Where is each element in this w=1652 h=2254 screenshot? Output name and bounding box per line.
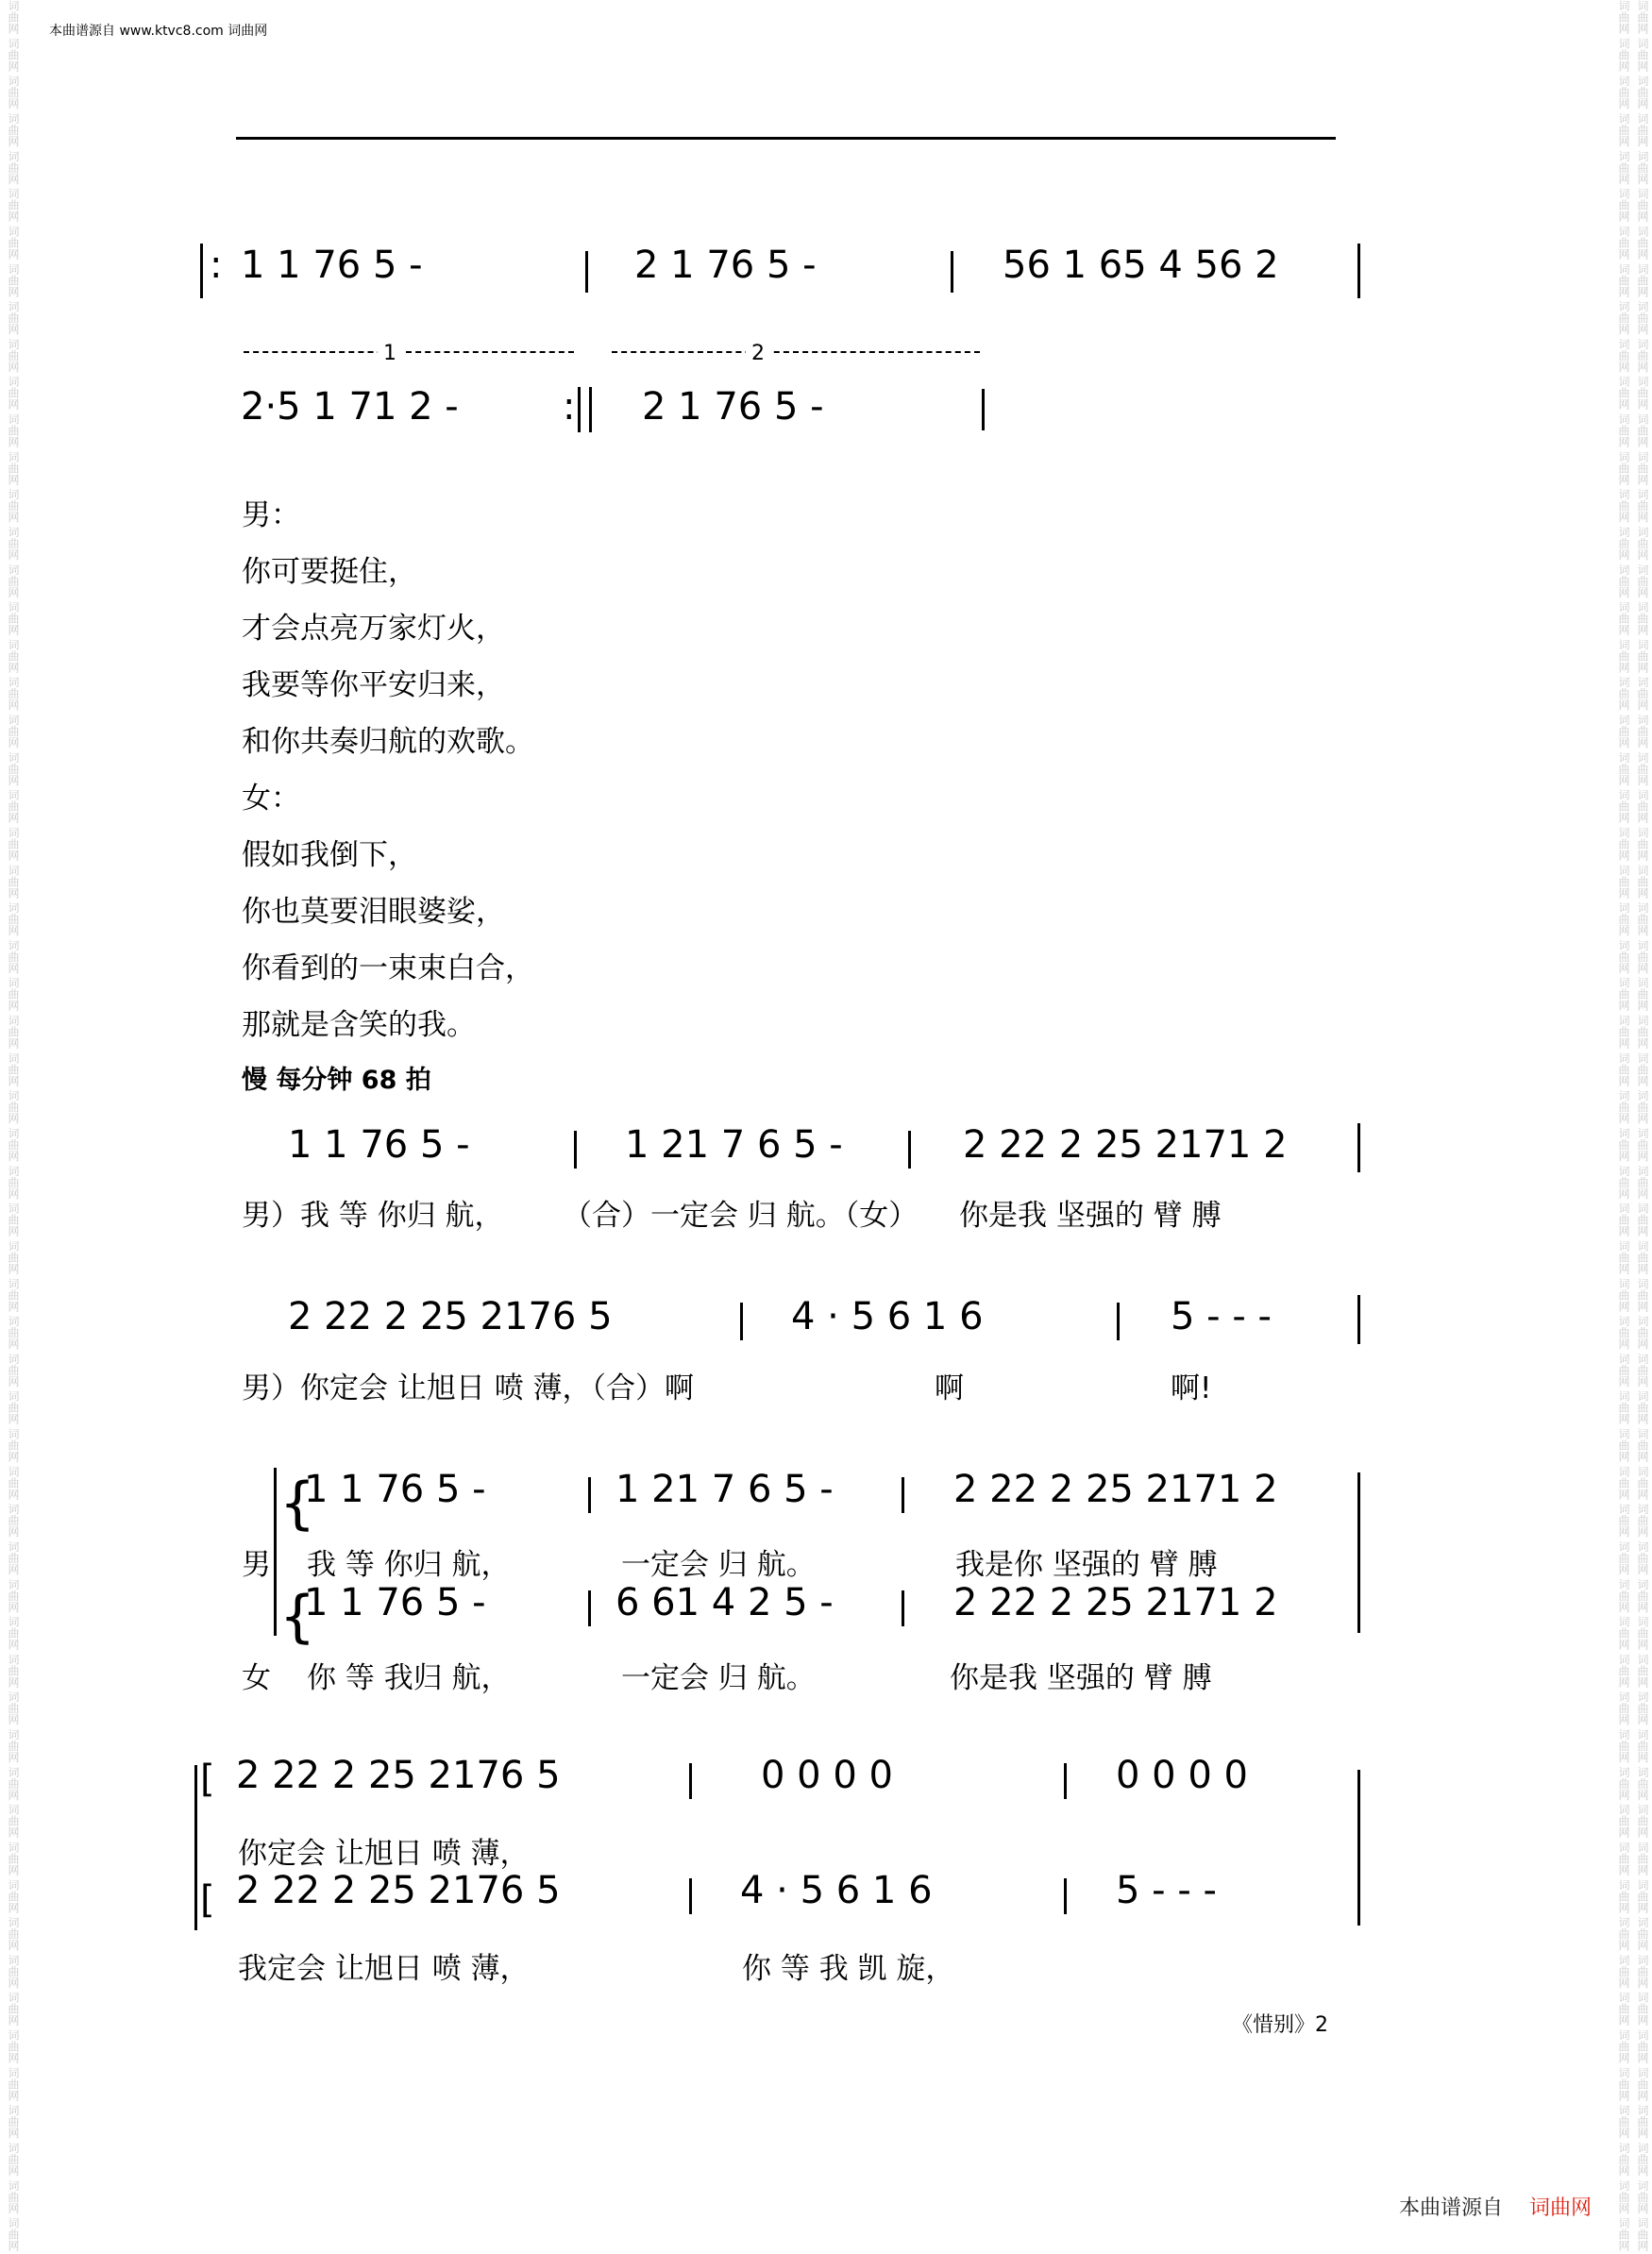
- barline: [908, 1131, 911, 1169]
- left-edge-watermark: 词曲网 词曲网 词曲网 词曲网 词曲网 词曲网 词曲网 词曲网 词曲网 词曲网 词曲网 词曲网 词曲网 词曲网 词曲网 词曲网 词曲网 词曲网 词曲网 词曲网 词曲网 词曲网 词曲网 词曲网 词曲网 词曲网 词曲网 词曲网 词曲网 词曲网 词曲网 词曲网 词曲网 词曲网 词曲网 词曲网 词曲网 词曲网 词曲网 词曲网 词曲网 词曲网 词曲网 词曲网 词曲网 词曲网 词曲网 词曲网 词曲网 词曲网 词曲网 词曲网 词曲网 词曲网 词曲网 词曲网 词曲网 词曲网 词曲网 词曲网: [7, 0, 20, 2252]
- barline: [1357, 1472, 1360, 1633]
- barline: [1357, 1123, 1360, 1172]
- ending-bracket-1: [244, 351, 574, 353]
- ending-1-label: 1: [378, 342, 402, 365]
- barline: [588, 1477, 591, 1513]
- bracket-top: [: [200, 1758, 215, 1801]
- barline: [951, 251, 953, 293]
- ending-2-label: 2: [746, 342, 770, 365]
- measure: 2 22 2 25 2171 2: [953, 1468, 1278, 1511]
- measure: 1 1 76 5 -: [241, 244, 423, 287]
- page-number: 《惜别》2: [1232, 2013, 1328, 2037]
- barline: [740, 1303, 743, 1340]
- measure: 2 22 2 25 2171 2: [953, 1581, 1278, 1624]
- lyric: （合）一定会 归 航。（女）: [563, 1199, 919, 1233]
- header-source: 本曲谱源自 www.ktvc8.com 词曲网: [49, 24, 268, 39]
- brace: {: [279, 1471, 316, 1537]
- measure: 5 - - -: [1171, 1295, 1272, 1338]
- lyric: 你定会 让旭日 喷 薄，: [238, 1837, 530, 1871]
- measure: 2 1 76 5 -: [642, 385, 824, 429]
- right-edge-watermark: 词曲网 词曲网 词曲网 词曲网 词曲网 词曲网 词曲网 词曲网 词曲网 词曲网 词曲网 词曲网 词曲网 词曲网 词曲网 词曲网 词曲网 词曲网 词曲网 词曲网 词曲网 词曲网 词曲网 词曲网 词曲网 词曲网 词曲网 词曲网 词曲网 词曲网 词曲网 词曲网 词曲网 词曲网 词曲网 词曲网 词曲网 词曲网 词曲网 词曲网 词曲网 词曲网 词曲网 词曲网 词曲网 词曲网 词曲网 词曲网 词曲网 词曲网 词曲网 词曲网 词曲网 词曲网 词曲网 词曲网 词曲网 词曲网 词曲网 词曲网 词曲网 词曲网 词曲网 词曲网 词曲网 词曲网 词曲网 词曲网 词曲网 词曲网 词曲网 词曲网 词曲网 词曲网 词曲网 词曲网 词曲网 词曲网 词曲网 词曲网 词曲网 词曲网 词曲网 词曲网 词曲网 词曲网 词曲网 词曲网 词曲网 词曲网 词曲网 词曲网 词曲网 词曲网 词曲网 词曲网 词曲网 词曲网 词曲网 词曲网 词曲网 词曲网 词曲网 词曲网 词曲网 词曲网 词曲网 词曲网 词曲网 词曲网 词曲网 词曲网 词曲网 词曲网 词曲网 词曲网 词曲网 词曲网 词曲网 词曲网: [1617, 0, 1649, 2252]
- barline: [1117, 1303, 1120, 1340]
- measure: 5 - - -: [1116, 1869, 1217, 1912]
- barline: [1357, 1770, 1360, 1926]
- lyric-line: 你也莫要泪眼婆娑，: [242, 895, 505, 929]
- barline: [1357, 1295, 1360, 1344]
- lyric-line: 你看到的一束束白合，: [242, 951, 534, 985]
- lyric: 你 等 我 凯 旋，: [742, 1952, 955, 1986]
- barline: [585, 251, 588, 293]
- repeat-start-bar: [200, 244, 203, 298]
- lyric-line: 那就是含笑的我。: [242, 1008, 476, 1042]
- lyric: 我是你 坚强的 臂 膊: [955, 1548, 1218, 1582]
- footer-text: 本曲谱源自: [1399, 2196, 1504, 2220]
- barline: [1064, 1763, 1067, 1799]
- male-label: 男: [242, 1548, 271, 1582]
- barline: [689, 1878, 692, 1914]
- lyric-line: 你可要挺住，: [242, 555, 417, 589]
- barline: [689, 1763, 692, 1799]
- lyric: 一定会 归 航。: [621, 1661, 816, 1695]
- system-bracket: [274, 1468, 277, 1636]
- barline: [588, 1590, 591, 1626]
- lyric: 啊!: [1171, 1371, 1212, 1405]
- bracket-bottom: [: [200, 1878, 215, 1922]
- lyric: 啊: [935, 1371, 964, 1405]
- barline: [902, 1590, 904, 1626]
- lyric: 我定会 让旭日 喷 薄，: [238, 1952, 530, 1986]
- measure: 2 22 2 25 2176 5: [236, 1754, 561, 1797]
- lyric-line: 假如我倒下，: [242, 838, 417, 872]
- measure: 0 0 0 0: [1116, 1754, 1248, 1797]
- measure: 56 1 65 4 56 2: [1003, 244, 1279, 287]
- measure: 1 21 7 6 5 -: [615, 1468, 834, 1511]
- measure: 1 1 76 5 -: [304, 1581, 486, 1624]
- lyric: 一定会 归 航。: [621, 1548, 816, 1582]
- female-label: 女: [242, 1661, 271, 1695]
- barline: [1064, 1878, 1067, 1914]
- measure: 1 21 7 6 5 -: [625, 1123, 843, 1167]
- ending-bracket-2: [612, 351, 980, 353]
- lyric-line: 女：: [242, 782, 300, 816]
- measure: 2·5 1 71 2 -: [241, 385, 459, 429]
- lyric: 我 等 你归 航，: [307, 1548, 511, 1582]
- measure: 2 22 2 25 2171 2: [963, 1123, 1288, 1167]
- measure: 4 · 5 6 1 6: [791, 1295, 984, 1338]
- system-bracket: [194, 1765, 197, 1930]
- top-rule: [236, 137, 1336, 140]
- lyric: 你 等 我归 航，: [307, 1661, 511, 1695]
- barline: [1357, 244, 1360, 298]
- footer-link[interactable]: 词曲网: [1529, 2196, 1593, 2220]
- repeat-dots: :: [210, 244, 223, 287]
- measure: 1 1 76 5 -: [288, 1123, 470, 1167]
- barline: [574, 1131, 577, 1169]
- lyric: 男）我 等 你归 航，: [242, 1199, 504, 1233]
- tempo-marking: 慢 每分钟 68 拍: [242, 1066, 431, 1095]
- repeat-end-bar: [578, 387, 581, 432]
- measure: 2 22 2 25 2176 5: [288, 1295, 613, 1338]
- lyric: 你是我 坚强的 臂 膊: [950, 1661, 1212, 1695]
- lyric-line: 才会点亮万家灯火，: [242, 612, 505, 646]
- barline: [902, 1477, 904, 1513]
- lyric-line: 我要等你平安归来，: [242, 668, 505, 702]
- lyric-line: 男：: [242, 498, 300, 532]
- measure: 0 0 0 0: [761, 1754, 893, 1797]
- measure: 2 1 76 5 -: [634, 244, 817, 287]
- repeat-dots: :: [563, 385, 576, 429]
- lyric: 你是我 坚强的 臂 膊: [959, 1199, 1222, 1233]
- lyric: 男）你定会 让旭日 喷 薄，（合）啊: [242, 1371, 695, 1405]
- measure: 1 1 76 5 -: [304, 1468, 486, 1511]
- barline: [982, 389, 985, 430]
- brace: {: [279, 1584, 316, 1650]
- measure: 4 · 5 6 1 6: [740, 1869, 933, 1912]
- repeat-end-bar: [589, 387, 592, 432]
- lyric-line: 和你共奏归航的欢歌。: [242, 725, 534, 759]
- measure: 6 61 4 2 5 -: [615, 1581, 834, 1624]
- measure: 2 22 2 25 2176 5: [236, 1869, 561, 1912]
